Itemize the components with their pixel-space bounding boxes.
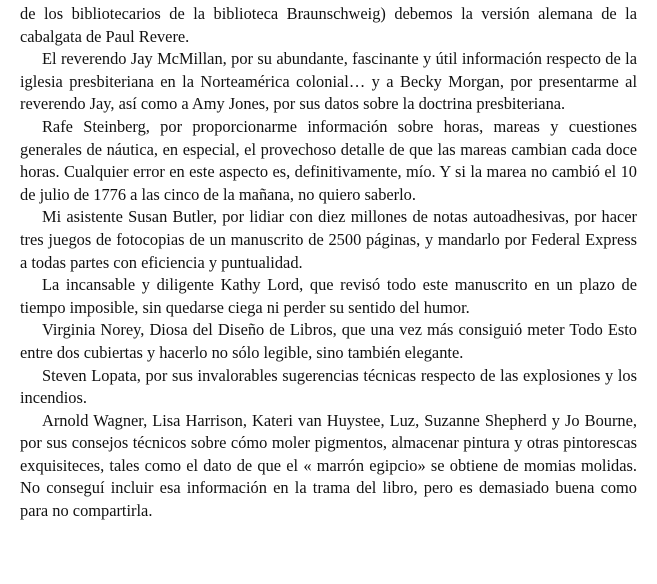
paragraph-arnold-wagner: Arnold Wagner, Lisa Harrison, Kateri van Huystee, Luz, Suzanne Shepherd y Jo Bourne, por sus consejos técnicos sobre cómo moler pigmentos, almacenar pintura y otras pintorescas exquisiteces, tales como el dato de que el « marrón egipcio» se obtiene de momias molidas. No conseguí incluir esa información en la trama del libro, pero es demasiado buena como para no compartirla. [20, 410, 637, 521]
paragraph-susan-butler: Mi asistente Susan Butler, por lidiar con diez millones de notas autoadhesivas, por hacer tres juegos de fotocopias de un manuscrito de 2500 páginas, y mandarlo por Federal Express a todas partes con eficiencia y puntualidad. [20, 207, 637, 272]
paragraph-rafe-steinberg: Rafe Steinberg, por proporcionarme información sobre horas, mareas y cuestiones generales de náutica, en especial, el provechoso detalle de que las mareas cambian cada doce horas. Cualquier error en este aspecto es, definitivamente, mío. Y si la marea no cambió el 10 de julio de 1776 a las cinco de la mañana, no quiero saberlo. [20, 116, 637, 204]
paragraph-virginia-norey: Virginia Norey, Diosa del Diseño de Libros, que una vez más consiguió meter Todo Esto entre dos cubiertas y hacerlo no sólo legible, sino también elegante. [20, 320, 637, 362]
paragraph-braunschweig-continuation: de los bibliotecarios de la biblioteca Braunschweig) debemos la versión alemana de la cabalgata de Paul Revere. [20, 4, 637, 46]
paragraph-kathy-lord: La incansable y diligente Kathy Lord, que revisó todo este manuscrito en un plazo de tiempo imposible, sin quedarse ciega ni perder su sentido del humor. [20, 275, 637, 317]
book-page-text [20, 3, 637, 523]
paragraph-steven-lopata: Steven Lopata, por sus invalorables sugerencias técnicas respecto de las explosiones y los incendios. [20, 365, 637, 408]
paragraph-jay-mcmillan: El reverendo Jay McMillan, por su abundante, fascinante y útil información respecto de la iglesia presbiteriana en la Norteamérica colonial… y a Becky Morgan, por presentarme al reverendo Jay, así como a Amy Jones, por sus datos sobre la doctrina presbiteriana. [20, 49, 637, 114]
